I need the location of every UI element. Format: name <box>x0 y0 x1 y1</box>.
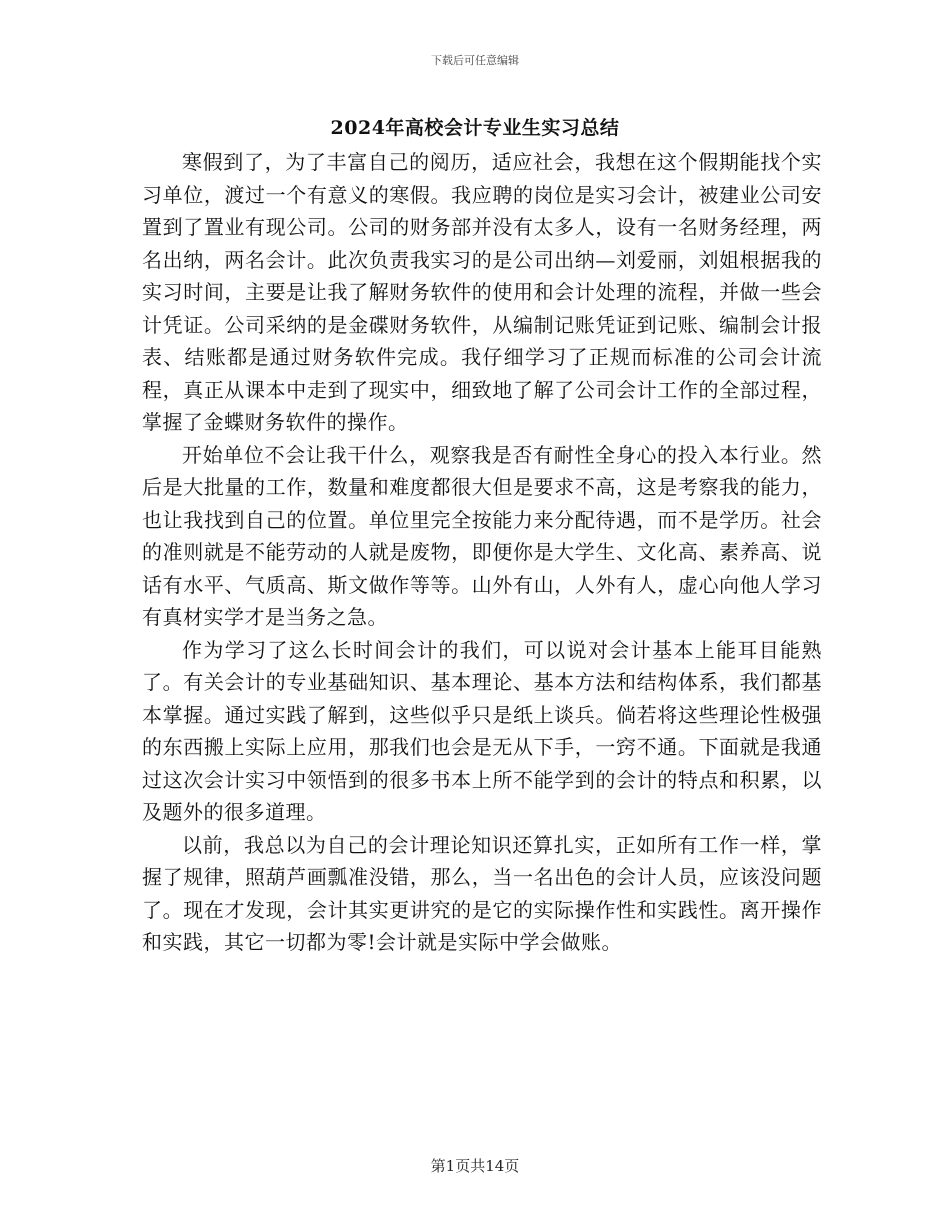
paragraph: 寒假到了，为了丰富自己的阅历，适应社会，我想在这个假期能找个实习单位，渡过一个有意义的寒假。我应聘的岗位是实习会计，被建业公司安置到了置业有现公司。公司的财务部并没有太多人，设有一名财务经理，两名出纳，两名会计。此次负责我实习的是公司出纳—刘爱丽，刘姐根据我的实习时间，主要是让我了解财务软件的使用和会计处理的流程，并做一些会计凭证。公司采纳的是金碟财务软件，从编制记账凭证到记账、编制会计报表、结账都是通过财务软件完成。我仔细学习了正规而标准的公司会计流程，真正从课本中走到了现实中，细致地了解了公司会计工作的全部过程，掌握了金蝶财务软件的操作。 <box>142 150 822 434</box>
paragraph: 开始单位不会让我干什么，观察我是否有耐性全身心的投入本行业。然后是大批量的工作，数量和难度都很大但是要求不高，这是考察我的能力，也让我找到自己的位置。单位里完全按能力来分配待遇，而不是学历。社会的准则就是不能劳动的人就是废物，即便你是大学生、文化高、素养高、说话有水平、气质高、斯文做作等等。山外有山，人外有人，虚心向他人学习有真材实学才是当务之急。 <box>142 442 822 629</box>
page-header: 下载后可任意编辑 <box>431 54 519 67</box>
page-number: 第1页共14页 <box>430 1157 520 1175</box>
paragraph: 作为学习了这么长时间会计的我们，可以说对会计基本上能耳目能熟了。有关会计的专业基础知识、基本理论、基本方法和结构体系，我们都基本掌握。通过实践了解到，这些似乎只是纸上谈兵。倘若将这些理论性极强的东西搬上实际上应用，那我们也会是无从下手，一窍不通。下面就是我通过这次会计实习中领悟到的很多书本上所不能学到的会计的特点和积累，以及题外的很多道理。 <box>142 637 822 824</box>
document-body <box>142 146 822 959</box>
paragraph: 以前，我总以为自己的会计理论知识还算扎实，正如所有工作一样，掌握了规律，照葫芦画瓢准没错，那么，当一名出色的会计人员，应该没问题了。现在才发现，会计其实更讲究的是它的实际操作性和实践性。离开操作和实践，其它一切都为零!会计就是实际中学会做账。 <box>142 832 822 954</box>
document-title: 2024年高校会计专业生实习总结 <box>330 117 620 139</box>
